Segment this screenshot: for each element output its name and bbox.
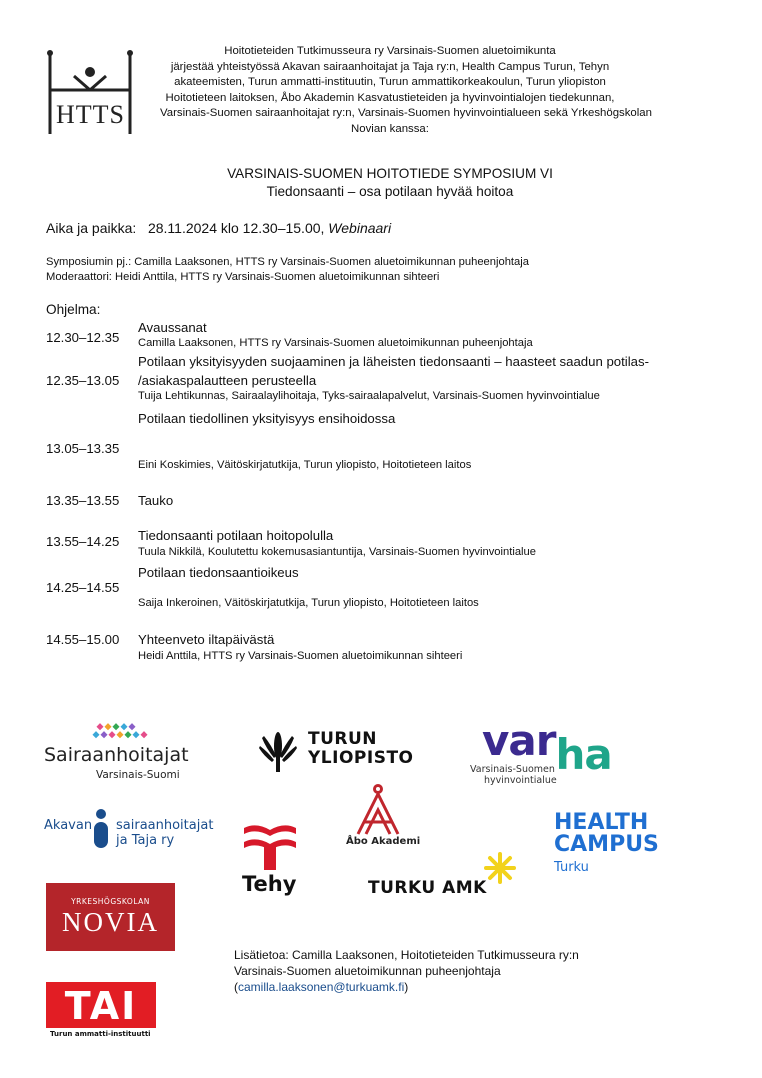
sairaanhoitajat-dots-icon <box>90 722 156 744</box>
turun-yliopisto-line1: TURUN <box>308 729 378 749</box>
intro-line: Hoitotieteen laitoksen, Åbo Akademin Kasvatustieteiden ja hyvinvointialojen tiedekunnan, <box>165 91 615 104</box>
when-where-label: Aika ja paikka: <box>46 220 137 236</box>
intro-line: Hoitotieteiden Tutkimusseura ry Varsinais-Suomen aluetoimikunta <box>224 45 556 57</box>
novia-top: YRKESHÖGSKOLAN <box>71 897 150 906</box>
program-time: 12.30–12.35 <box>46 330 120 345</box>
turun-yliopisto-logo <box>258 726 418 774</box>
varha-part1: var <box>482 716 556 765</box>
program-title: Yhteenveto iltapäivästä <box>138 632 275 647</box>
health-campus-line2: CAMPUS <box>554 832 659 857</box>
program-title: Tauko <box>138 493 174 508</box>
program-time: 14.55–15.00 <box>46 632 120 647</box>
tehy-mark-icon <box>242 822 298 870</box>
email-close: ) <box>404 980 409 994</box>
contact-email-link[interactable]: camilla.laaksonen@turkuamk.fi <box>238 980 405 994</box>
akava-line2: ja Taja ry <box>116 833 175 848</box>
program-title: Tiedonsaanti potilaan hoitopolulla <box>138 528 334 543</box>
symposium-title: VARSINAIS-SUOMEN HOITOTIEDE SYMPOSIUM VI <box>227 166 553 181</box>
program-speaker: Heidi Anttila, HTTS ry Varsinais-Suomen aluetoimikunnan sihteeri <box>138 650 463 662</box>
program-title-cont: /asiakaspalautteen perusteella <box>138 373 317 388</box>
email-open: ( <box>234 980 238 994</box>
abo-akademi-mark-icon <box>350 784 406 836</box>
akava-figure-icon <box>90 808 112 850</box>
tai-name: TAI <box>64 984 138 1028</box>
health-campus-line1: HEALTH <box>554 810 649 835</box>
program-time: 13.35–13.55 <box>46 493 120 508</box>
torch-icon <box>258 726 298 774</box>
program-speaker: Camilla Laaksonen, HTTS ry Varsinais-Suomen aluetoimikunnan puheenjohtaja <box>138 337 533 349</box>
program-title: Potilaan tiedollinen yksityisyys ensihoidossa <box>138 411 396 426</box>
program-time: 14.25–14.55 <box>46 580 120 595</box>
htts-logo-letters: HTTS <box>56 100 125 129</box>
moderator-line: Moderaattori: Heidi Anttila, HTTS ry Varsinais-Suomen aluetoimikunnan sihteeri <box>46 271 440 283</box>
program-speaker: Tuija Lehtikunnas, Sairaalaylihoitaja, Tyks-sairaalapalvelut, Varsinais-Suomen hyvinvointialue <box>138 390 600 402</box>
abo-akademi-logo <box>340 784 420 850</box>
tehy-name: Tehy <box>242 872 297 896</box>
program-title: Potilaan yksityisyyden suojaaminen ja läheisten tiedonsaanti – haasteet saadun potilas- <box>138 354 649 369</box>
akava-line1-rest: sairaanhoitajat <box>116 818 214 833</box>
abo-akademi-name: Åbo Akademi <box>346 836 421 847</box>
program-time: 13.55–14.25 <box>46 534 120 549</box>
varha-part2: ha <box>555 730 612 779</box>
intro-paragraph <box>160 44 652 138</box>
intro-line: järjestää yhteistyössä Akavan sairaanhoitajat ja Taja ry:n, Health Campus Turun, Tehyn <box>170 60 610 73</box>
htts-logo <box>44 48 136 140</box>
akava-logo <box>44 808 224 852</box>
varha-sub2: hyvinvointialue <box>484 775 557 786</box>
program-speaker: Saija Inkeroinen, Väitöskirjatutkija, Turun yliopisto, Hoitotieteen laitos <box>138 597 479 609</box>
novia-name: NOVIA <box>62 907 159 937</box>
program-time: 12.35–13.05 <box>46 373 120 388</box>
tehy-logo <box>240 822 302 900</box>
symposium-subtitle: Tiedonsaanti – osa potilaan hyvää hoitoa <box>266 184 514 199</box>
program-time: 13.05–13.35 <box>46 441 120 456</box>
turku-amk-name: TURKU AMK <box>368 878 487 898</box>
program-speaker: Tuula Nikkilä, Koulutettu kokemusasiantuntija, Varsinais-Suomen hyvinvointialue <box>138 546 536 558</box>
turun-yliopisto-line2: YLIOPISTO <box>308 748 414 768</box>
program-speaker: Eini Koskimies, Väitöskirjatutkija, Turun yliopisto, Hoitotieteen laitos <box>138 459 472 471</box>
turku-amk-star-icon <box>484 852 516 884</box>
varha-logo <box>470 716 630 792</box>
program-title: Avaussanat <box>138 320 207 335</box>
akava-prefix: Akavan <box>44 818 93 833</box>
intro-line: akateemisten, Turun ammatti-instituutin, Turun ammattikorkeakoulun, Turun yliopiston <box>174 76 606 89</box>
tai-box <box>46 982 156 1028</box>
contact-line1: Lisätietoa: Camilla Laaksonen, Hoitotieteiden Tutkimusseura ry:n <box>234 948 579 962</box>
turku-amk-logo <box>366 852 526 896</box>
when-where <box>46 220 391 236</box>
sairaanhoitajat-sub: Varsinais-Suomi <box>96 769 180 781</box>
chair-line: Symposiumin pj.: Camilla Laaksonen, HTTS ry Varsinais-Suomen aluetoimikunnan puheenjohtaja <box>46 256 529 268</box>
intro-line: Novian kanssa: <box>351 122 429 135</box>
varha-sub1: Varsinais-Suomen <box>470 764 555 775</box>
program-heading: Ohjelma: <box>46 302 101 317</box>
sairaanhoitajat-logo <box>44 722 194 782</box>
sairaanhoitajat-name: Sairaanhoitajat <box>44 744 189 766</box>
contact-email-line <box>234 980 408 994</box>
intro-line: Varsinais-Suomen sairaanhoitajat ry:n, Varsinais-Suomen hyvinvointialueen sekä Yrkeshögskolan <box>160 107 652 120</box>
tai-sub: Turun ammatti-instituutti <box>50 1030 151 1038</box>
program-title: Potilaan tiedonsaantioikeus <box>138 565 299 580</box>
contact-line2: Varsinais-Suomen aluetoimikunnan puheenjohtaja <box>234 964 501 978</box>
novia-logo <box>46 883 175 951</box>
health-campus-logo <box>554 812 684 878</box>
when-where-value: 28.11.2024 klo 12.30–15.00, <box>147 220 325 236</box>
tai-logo <box>46 982 158 1040</box>
venue: Webinaari <box>328 220 392 236</box>
health-campus-line3: Turku <box>554 860 589 875</box>
